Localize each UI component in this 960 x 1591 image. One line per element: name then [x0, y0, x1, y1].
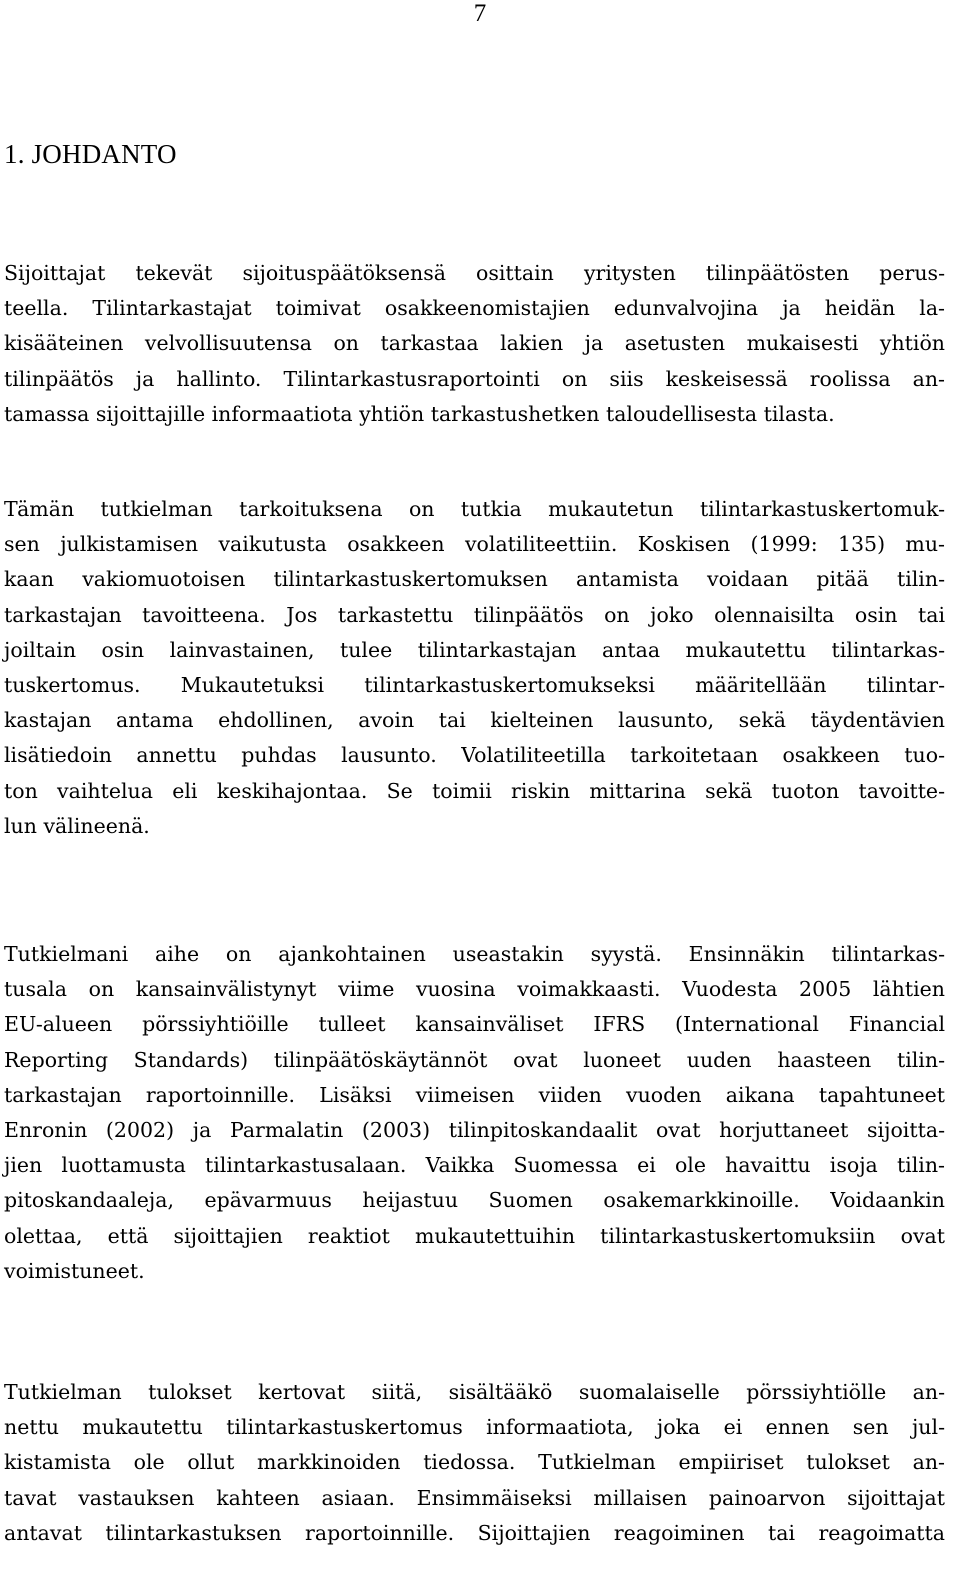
paragraph-line: kisääteinen velvollisuutensa on tarkastaa lakien ja asetusten mukaisesti yhtiön [4, 331, 945, 356]
section-heading: 1. JOHDANTO [4, 139, 177, 169]
paragraph-line: Reporting Standards) tilinpäätöskäytännöt ovat luoneet uuden haasteen tilin- [4, 1047, 945, 1072]
paragraph-line: Tutkielman tulokset kertovat siitä, sisältääkö suomalaiselle pörssiyhtiölle an- [4, 1380, 945, 1404]
paragraph-line: tamassa sijoittajille informaatiota yhtiön tarkastushetken taloudellisesta tilasta. [4, 401, 835, 426]
paragraph-line: kaan vakiomuotoisen tilintarkastuskertomuksen antamista voidaan pitää tilin- [4, 567, 945, 592]
paragraph-line: lun välineenä. [4, 813, 150, 838]
paragraph-line: antavat tilintarkastuksen raportoinnille. Sijoittajien reagoiminen tai reagoimatta [4, 1520, 945, 1545]
paragraph-line: joiltain osin lainvastainen, tulee tilintarkastajan antaa mukautettu tilintarkas- [4, 637, 945, 662]
paragraph-line: tusala on kansainvälistynyt viime vuosina voimakkaasti. Vuodesta 2005 lähtien [4, 977, 945, 1002]
paragraph-line: tavat vastauksen kahteen asiaan. Ensimmäiseksi millaisen painoarvon sijoittajat [4, 1485, 945, 1510]
paragraph-line: tarkastajan raportoinnille. Lisäksi viimeisen viiden vuoden aikana tapahtuneet [4, 1082, 945, 1107]
paragraph-line: jien luottamusta tilintarkastusalaan. Vaikka Suomessa ei ole havaittu isoja tilin- [4, 1153, 945, 1178]
paragraph-4 [4, 1375, 945, 1551]
paragraph-line: Enronin (2002) ja Parmalatin (2003) tilinpitoskandaalit ovat horjuttaneet sijoitta- [4, 1118, 945, 1143]
paragraph-1 [4, 256, 945, 432]
paragraph-line: lisätiedoin annettu puhdas lausunto. Volatiliteetilla tarkoitetaan osakkeen tuo- [4, 743, 945, 768]
paragraph-line: teella. Tilintarkastajat toimivat osakkeenomistajien edunvalvojina ja heidän la- [4, 296, 945, 321]
paragraph-line: kistamista ole ollut markkinoiden tiedossa. Tutkielman empiiriset tulokset an- [4, 1450, 945, 1475]
paragraph-line: kastajan antama ehdollinen, avoin tai kielteinen lausunto, sekä täydentävien [4, 708, 945, 733]
paragraph-line: Tämän tutkielman tarkoituksena on tutkia mukautetun tilintarkastuskertomuk- [4, 497, 945, 521]
paragraph-line: Tutkielmani aihe on ajankohtainen useastakin syystä. Ensinnäkin tilintarkas- [4, 942, 945, 966]
paragraph-line: Sijoittajat tekevät sijoituspäätöksensä osittain yritysten tilinpäätösten perus- [4, 261, 945, 285]
paragraph-line: pitoskandaaleja, epävarmuus heijastuu Suomen osakemarkkinoille. Voidaankin [4, 1188, 945, 1213]
paragraph-3 [4, 937, 945, 1289]
paragraph-line: olettaa, että sijoittajien reaktiot mukautettuihin tilintarkastuskertomuksiin ovat [4, 1223, 945, 1248]
paragraph-line: ton vaihtelua eli keskihajontaa. Se toimii riskin mittarina sekä tuoton tavoitte- [4, 778, 945, 803]
paragraph-line: sen julkistamisen vaikutusta osakkeen volatiliteettiin. Koskisen (1999: 135) mu- [4, 532, 945, 557]
paragraph-2 [4, 492, 945, 844]
paragraph-line: tilinpäätös ja hallinto. Tilintarkastusraportointi on siis keskeisessä roolissa an- [4, 366, 945, 391]
paragraph-line: voimistuneet. [4, 1258, 145, 1283]
paragraph-line: EU-alueen pörssiyhtiöille tulleet kansainväliset IFRS (International Financial [4, 1012, 945, 1037]
paragraph-line: tuskertomus. Mukautetuksi tilintarkastuskertomukseksi määritellään tilintar- [4, 673, 945, 698]
paragraph-line: nettu mukautettu tilintarkastuskertomus informaatiota, joka ei ennen sen jul- [4, 1415, 945, 1440]
page-number: 7 [473, 0, 487, 27]
paragraph-line: tarkastajan tavoitteena. Jos tarkastettu tilinpäätös on joko olennaisilta osin tai [4, 602, 945, 627]
